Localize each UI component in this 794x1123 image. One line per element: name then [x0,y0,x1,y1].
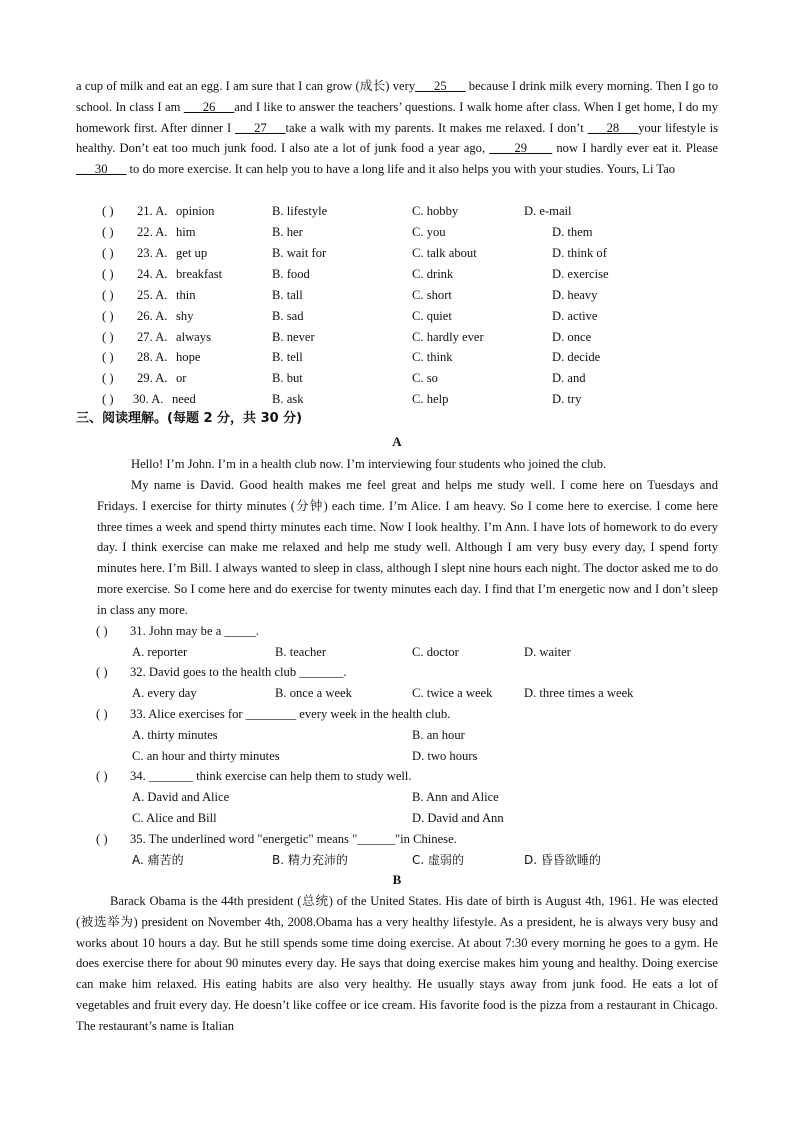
option-c: C. so [412,371,438,385]
option-a: A. thirty minutes [132,728,218,742]
answer-slot-29[interactable]: ( ) [102,371,114,385]
option-d: D. three times a week [524,686,634,700]
option-c: C. 虚弱的 [412,853,465,867]
article-b-body: Barack Obama is the 44th president (总统) of the United States. His date of birth is August 4th, 1961. He was elected (被选举为) president on November 4th, 2008.Obama has a very healthy lifestyle. As a president, he is always very busy and works about 10 hours a day. But he still spends some time doing exercise. At about 7:30 every morning he goes to a gym. He does exercise there for about 90 minutes every day. He says that doing exercise makes him young and healthy. Doing exercise can make him relaxed. His eating habits are also very healthy. He usually stays away from junk food. He eats a lot of vegetables and fruit every day. He doesn’t like coffee or ice cream. His favorite food is the pizza from a restaurant in Chicago. The restaurant’s name is Italian [76,894,718,1033]
option-d: D. decide [552,350,601,364]
option-b: B. lifestyle [272,204,328,218]
option-c: C. drink [412,267,454,281]
option-a: breakfast [176,267,223,281]
question-number: 21. A. [137,204,168,218]
option-a: get up [176,246,208,260]
option-c: C. you [412,225,446,239]
option-a: hope [176,350,201,364]
option-d: D. them [552,225,593,239]
question-stem: 33. Alice exercises for ________ every week in the health club. [130,707,451,721]
question-number: 22. A. [137,225,168,239]
section-heading: 三、阅读理解。(每题 2 分，共 30 分) [76,411,303,426]
option-b: B. ask [272,392,304,406]
question-number: 24. A. [137,267,168,281]
option-a: A. reporter [132,645,188,659]
question-number: 30. A. [133,392,164,406]
passage-text: because I drink milk every morning. Then I go to school. In class I am [76,79,718,114]
question-number: 29. A. [137,371,168,385]
blank-27: ___27___ [235,120,286,135]
question-number: 25. A. [137,288,168,302]
option-c: C. think [412,350,453,364]
option-b: B. sad [272,309,304,323]
passage-text: and I like to answer the teachers’ questions. I walk home after class. When I get home, I do my homework first. After dinner I [76,99,718,135]
option-d: D. once [552,330,592,344]
option-a: thin [176,288,196,302]
question-number: 27. A. [137,330,168,344]
option-a: always [176,330,211,344]
option-b: B. tell [272,350,303,364]
answer-slot-21[interactable]: ( ) [102,204,114,218]
answer-slot-33[interactable]: ( ) [96,707,108,721]
blank-30: ___30___ [76,162,127,177]
option-b: B. Ann and Alice [412,790,499,804]
passage-text: now I hardly ever eat it. Please [552,141,718,156]
question-stem: 34. _______ think exercise can help them to study well. [130,769,412,783]
option-b: B. wait for [272,246,327,260]
option-d: D. waiter [524,645,571,659]
option-d: D. think of [552,246,607,260]
option-b: B. food [272,267,310,281]
option-c: C. doctor [412,645,459,659]
option-d: D. exercise [552,267,609,281]
cloze-passage [76,76,718,180]
blank-25: ___25___ [415,79,466,93]
option-d: D. active [552,309,598,323]
question-number: 28. A. [137,350,168,364]
blank-29: ____29____ [489,141,553,156]
passage-text: your lifestyle is healthy. Don’t eat too much junk food. I also ate a lot of junk food a year ago, [76,120,718,156]
option-c: C. help [412,392,449,406]
option-d: D. David and Ann [412,811,504,825]
option-a: A. 痛苦的 [132,853,184,867]
option-b: B. tall [272,288,303,302]
option-c: C. an hour and thirty minutes [132,749,280,763]
article-a-body: My name is David. Good health makes me feel great and helps me study well. I come here on Tuesdays and Fridays. I exercise for thirty minutes (分钟) each time. I’m Alice. I am heavy. So I come here to exercise. I come here three times a week and spend thirty minutes each time. Now I look healthy. I’m Ann. I have lots of homework to do every day. I think exercise can make me relaxed and help me study well. Although I am very busy every day, I spend forty minutes here. I’m Bill. I always wanted to sleep in class, although I slept nine hours each night. The doctor asked me to do more exercise. So I come here and do exercise for twenty minutes each day. I find that I’m energetic now and I don’t sleep in class any more. [97,478,718,617]
answer-slot-31[interactable]: ( ) [96,624,108,638]
blank-26: ___26___ [183,99,235,114]
option-a: or [176,371,187,385]
option-a: him [176,225,196,239]
option-a: opinion [176,204,215,218]
option-c: C. talk about [412,246,477,260]
option-d: D. try [552,392,582,406]
option-a: need [172,392,196,406]
answer-slot-25[interactable]: ( ) [102,288,114,302]
answer-slot-26[interactable]: ( ) [102,309,114,323]
question-stem: 31. John may be a _____. [130,624,260,638]
option-c: C. quiet [412,309,452,323]
answer-slot-22[interactable]: ( ) [102,225,114,239]
option-d: D. heavy [552,288,598,302]
question-number: 23. A. [137,246,168,260]
passage-text: to do more exercise. It can help you to have a long life and it also helps you with your studies. Yours, Li Tao [126,162,676,177]
question-stem: 35. The underlined word "energetic" means "______"in Chinese. [130,832,457,846]
answer-slot-30[interactable]: ( ) [102,392,114,406]
option-a: shy [176,309,194,323]
option-c: C. Alice and Bill [132,811,217,825]
option-a: A. David and Alice [132,790,230,804]
answer-slot-35[interactable]: ( ) [96,832,108,846]
passage-text: take a walk with my parents. It makes me relaxed. I don’t [285,120,588,135]
option-d: D. and [552,371,586,385]
question-stem: 32. David goes to the health club _______. [130,665,347,679]
option-d: D. e-mail [524,204,572,218]
blank-28: ___28___ [587,120,639,135]
option-b: B. but [272,371,303,385]
option-a: A. every day [132,686,197,700]
option-b: B. teacher [275,645,327,659]
option-d: D. 昏昏欲睡的 [524,853,601,867]
answer-slot-34[interactable]: ( ) [96,769,108,783]
passage-text: a cup of milk and eat an egg. I am sure that I can grow (成长) very [76,79,416,93]
option-b: B. her [272,225,303,239]
article-a-label: A [392,434,402,449]
answer-slot-23[interactable]: ( ) [102,246,114,260]
option-c: C. twice a week [412,686,493,700]
option-c: C. hobby [412,204,459,218]
question-number: 26. A. [137,309,168,323]
option-b: B. 精力充沛的 [272,853,348,867]
answer-slot-32[interactable]: ( ) [96,665,108,679]
option-b: B. an hour [412,728,465,742]
article-a-intro: Hello! I’m John. I’m in a health club now. I’m interviewing four students who joined the club. [131,457,607,471]
option-c: C. short [412,288,452,302]
answer-slot-28[interactable]: ( ) [102,350,114,364]
answer-slot-24[interactable]: ( ) [102,267,114,281]
option-c: C. hardly ever [412,330,484,344]
article-b-label: B [392,872,402,887]
option-b: B. never [272,330,315,344]
answer-slot-27[interactable]: ( ) [102,330,114,344]
option-b: B. once a week [275,686,352,700]
option-d: D. two hours [412,749,478,763]
